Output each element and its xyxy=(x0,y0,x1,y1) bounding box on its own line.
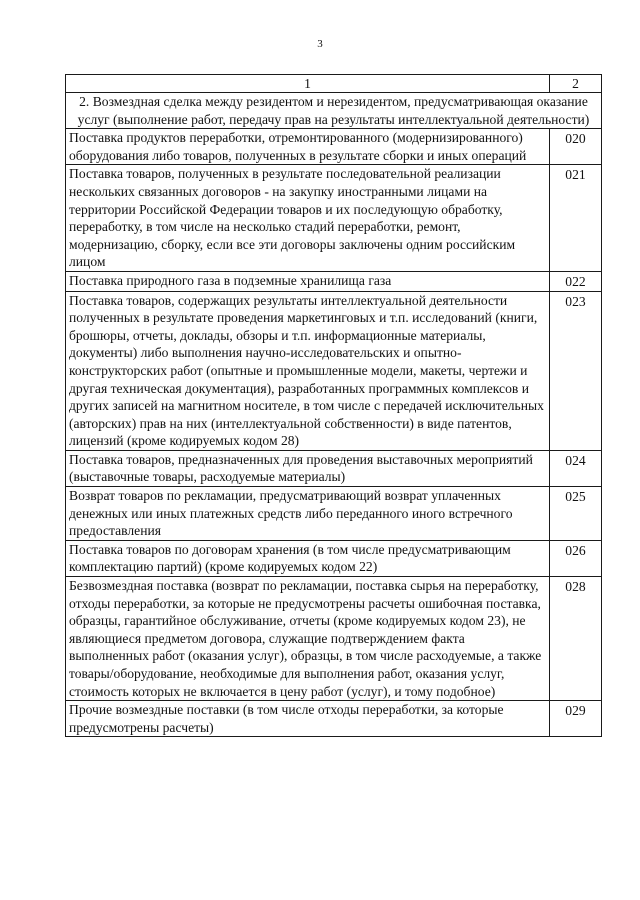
row-code: 021 xyxy=(550,165,602,272)
transaction-codes-table xyxy=(65,74,602,737)
row-code: 024 xyxy=(550,450,602,486)
row-description: Поставка товаров, содержащих результаты интеллектуальной деятельности полученных в результате проведения маркетинговых и т.п. исследований (книги, брошюры, отчеты, доклады, обзоры и т.п. информационные материалы, документы) либо выполнения научно-исследовательских и опытно-конструкторских работ (опытные и промышленные модели, макеты, чертежи и другая техническая документация), разработанных программных комплексов и других записей на магнитном носителе, в том числе с передачей исключительных (авторских) прав на них (интеллектуальной собственности) в виде патентов, лицензий (кроме кодируемых кодом 28) xyxy=(66,291,550,450)
table-row xyxy=(66,129,602,165)
table-row xyxy=(66,540,602,576)
row-code: 022 xyxy=(550,271,602,291)
row-code: 020 xyxy=(550,129,602,165)
row-description: Поставка товаров, предназначенных для проведения выставочных мероприятий (выставочные товары, расходуемые материалы) xyxy=(66,450,550,486)
row-code: 025 xyxy=(550,487,602,541)
table-row xyxy=(66,487,602,541)
row-description: Прочие возмездные поставки (в том числе отходы переработки, за которые предусмотрены расчеты) xyxy=(66,701,550,737)
row-code: 029 xyxy=(550,701,602,737)
row-code: 026 xyxy=(550,540,602,576)
row-description: Возврат товаров по рекламации, предусматривающий возврат уплаченных денежных или иных платежных средств либо переданного иного встречного предоставления xyxy=(66,487,550,541)
table-row xyxy=(66,291,602,450)
column-header-1: 1 xyxy=(66,75,550,93)
row-description: Поставка природного газа в подземные хранилища газа xyxy=(66,271,550,291)
row-code: 028 xyxy=(550,577,602,701)
row-description: Поставка товаров, полученных в результате последовательной реализации нескольких связанных договоров - на закупку иностранными лицами на территории Российской Федерации товаров и их последующую обработку, переработку, в том числе на несколько стадий переработки, ремонт, модернизацию, сборку, если все эти договоры заключены одним российским лицом xyxy=(66,165,550,272)
row-code: 023 xyxy=(550,291,602,450)
section-title: 2. Возмездная сделка между резидентом и нерезидентом, предусматривающая оказание услуг (выполнение работ, передачу прав на результаты интеллектуальной деятельности) xyxy=(66,93,602,129)
row-description: Поставка продуктов переработки, отремонтированного (модернизированного) оборудования либо товаров, полученных в результате сборки и иных операций xyxy=(66,129,550,165)
table-row xyxy=(66,701,602,737)
column-header-2: 2 xyxy=(550,75,602,93)
section-row xyxy=(66,93,602,129)
table-row xyxy=(66,165,602,272)
table-header-row xyxy=(66,75,602,93)
row-description: Безвозмездная поставка (возврат по рекламации, поставка сырья на переработку, отходы переработки, за которые не предусмотрены расчеты ошибочная поставка, образцы, гарантийное обслуживание, отчеты (кроме кодируемых кодом 23), не являющиеся предметом договора, служащие подтверждением факта выполненных работ (оказания услуг), образцы, в том числе расходуемые, а также товары/оборудование, необходимые для выполнения работ, оказания услуг, стоимость которых не включается в цену работ (услуг), и тому подобное) xyxy=(66,577,550,701)
page-number: 3 xyxy=(317,38,323,50)
row-description: Поставка товаров по договорам хранения (в том числе предусматривающим комплектацию партий) (кроме кодируемых кодом 22) xyxy=(66,540,550,576)
table-row xyxy=(66,577,602,701)
table-row xyxy=(66,271,602,291)
table-row xyxy=(66,450,602,486)
